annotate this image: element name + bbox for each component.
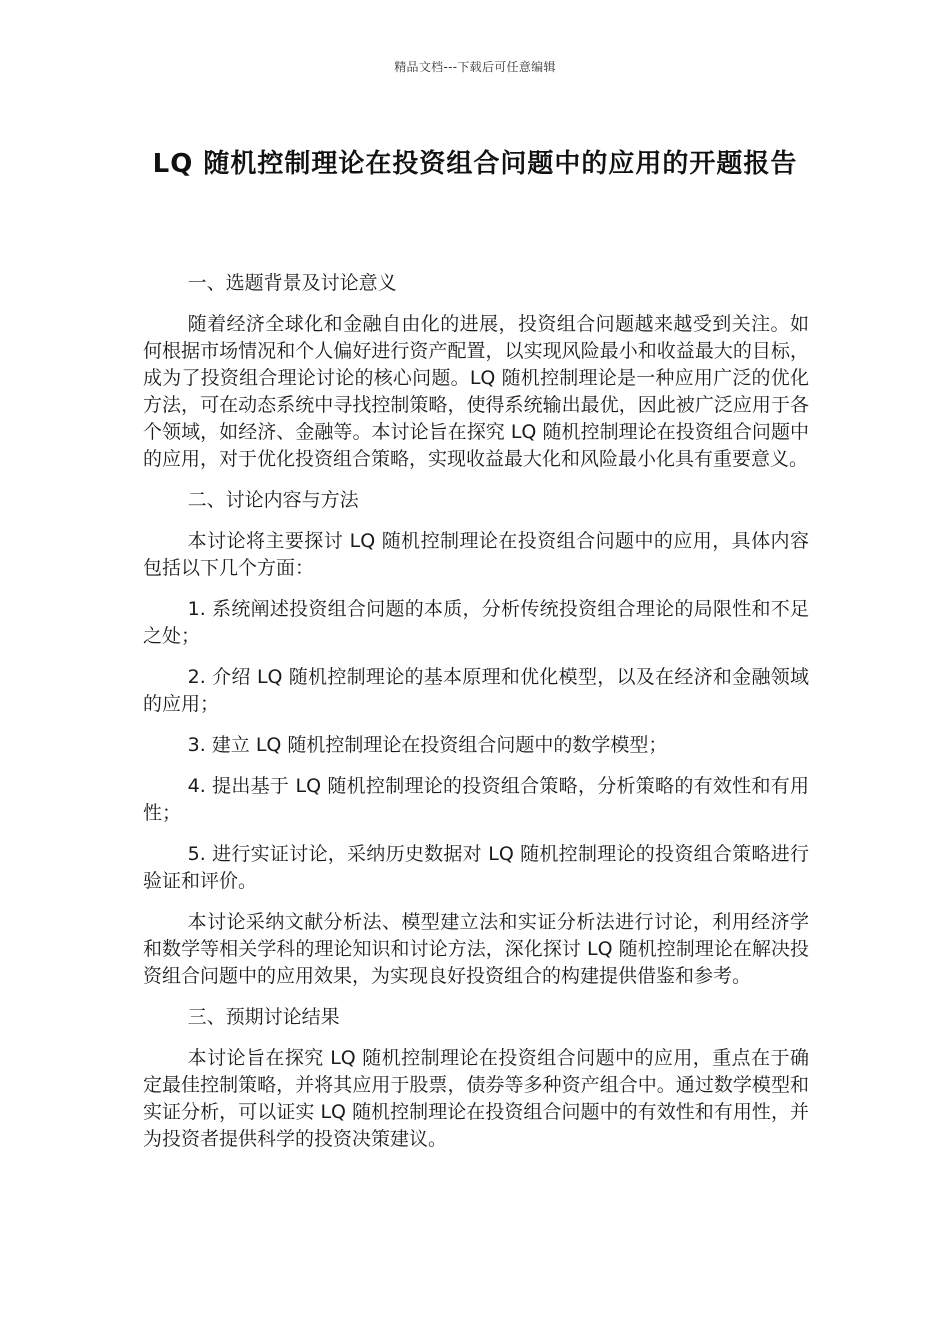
list-item: 4. 提出基于 LQ 随机控制理论的投资组合策略，分析策略的有效性和有用性； <box>143 775 809 824</box>
paragraph: 随着经济全球化和金融自由化的进展，投资组合问题越来越受到关注。如何根据市场情况和个人偏好进行资产配置，以实现风险最小和收益最大的目标，成为了投资组合理论讨论的核心问题。LQ 随机控制理论是一种应用广泛的优化方法，可在动态系统中寻找控制策略，使得系统输出最优，因此被广泛应用于各个领域，如经济、金融等。本讨论旨在探究 LQ 随机控制理论在投资组合问题中的应用，对于优化投资组合策略，实现收益最大化和风险最小化具有重要意义。 <box>143 313 809 470</box>
list-item: 5. 进行实证讨论，采纳历史数据对 LQ 随机控制理论的投资组合策略进行验证和评价。 <box>143 843 809 892</box>
list-item: 2. 介绍 LQ 随机控制理论的基本原理和优化模型，以及在经济和金融领域的应用； <box>143 666 809 715</box>
list-item: 1. 系统阐述投资组合问题的本质，分析传统投资组合理论的局限性和不足之处； <box>143 598 809 647</box>
header-note: 精品文档---下载后可任意编辑 <box>394 60 556 74</box>
section-heading: 二、讨论内容与方法 <box>187 489 359 511</box>
paragraph: 本讨论旨在探究 LQ 随机控制理论在投资组合问题中的应用，重点在于确定最佳控制策略，并将其应用于股票，债券等多种资产组合中。通过数学模型和实证分析，可以证实 LQ 随机控制理论在投资组合问题中的有效性和有用性，并为投资者提供科学的投资决策建议。 <box>143 1047 809 1150</box>
list-item: 3. 建立 LQ 随机控制理论在投资组合问题中的数学模型； <box>187 734 668 756</box>
paragraph: 本讨论将主要探讨 LQ 随机控制理论在投资组合问题中的应用，具体内容包括以下几个方面： <box>143 530 809 579</box>
section-heading: 一、选题背景及讨论意义 <box>187 272 397 294</box>
document-body <box>143 270 809 1167</box>
paragraph: 本讨论采纳文献分析法、模型建立法和实证分析法进行讨论，利用经济学和数学等相关学科的理论知识和讨论方法，深化探讨 LQ 随机控制理论在解决投资组合问题中的应用效果，为实现良好投资组合的构建提供借鉴和参考。 <box>143 911 809 987</box>
document-title: LQ 随机控制理论在投资组合问题中的应用的开题报告 <box>152 149 798 179</box>
section-heading: 三、预期讨论结果 <box>187 1006 340 1028</box>
